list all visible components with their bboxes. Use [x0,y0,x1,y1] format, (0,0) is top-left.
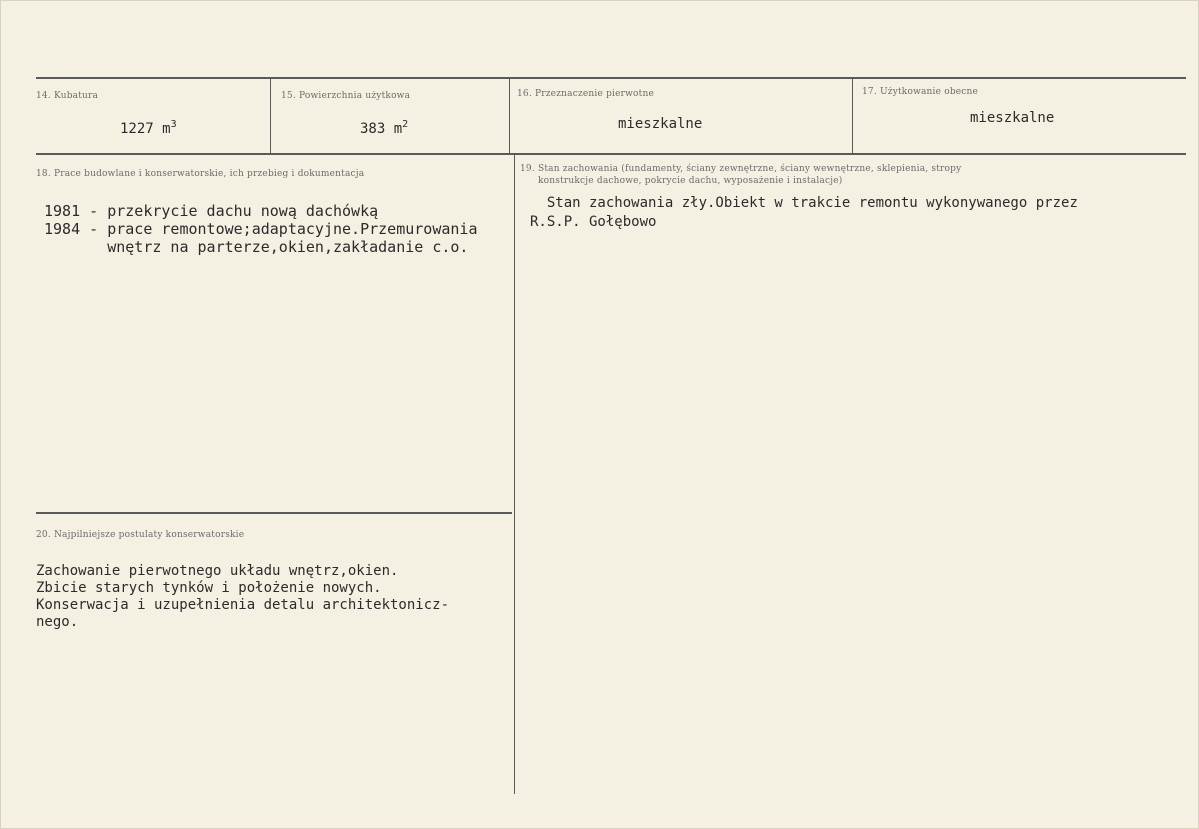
field20-top-rule [36,512,512,514]
field-18-label: 18. Prace budowlane i konserwatorskie, ich przebieg i dokumentacja [36,169,365,179]
field-20-label: 20. Najpilniejsze postulaty konserwatorskie [36,530,245,540]
field-14-label: 14. Kubatura [36,91,99,101]
divider-main [514,154,515,794]
field-14-value [120,119,177,137]
field-17-label: 17. Użytkowanie obecne [862,87,979,97]
field-19-line-2: R.S.P. Gołębowo [530,214,657,230]
divider-15-16 [509,78,510,154]
field-18-line-2: 1984 - prace remontowe;adaptacyjne.Przemurowania [44,220,478,238]
field-15-number: 383 m [360,121,403,137]
field-19-label-line-2: konstrukcje dachowe, pokrycie dachu, wyposażenie i instalacje) [538,176,843,186]
field-19-line-1: Stan zachowania zły.Obiekt w trakcie remontu wykonywanego przez [530,195,1078,211]
field-17-value: mieszkalne [970,110,1055,126]
top-rule [36,77,1186,79]
field-15-value [360,119,408,137]
field-14-number: 1227 m [120,121,171,137]
field-18-line-1: 1981 - przekrycie dachu nową dachówką [44,202,379,220]
field-20-line-3: Konserwacja i uzupełnienia detalu architektonicz- [36,597,450,613]
divider-16-17 [852,78,853,154]
field-20-line-4: nego. [36,614,79,630]
row1-bottom-rule [36,153,1186,155]
divider-14-15 [270,78,271,154]
field-19-label-line-1: 19. Stan zachowania (fundamenty, ściany zewnętrzne, ściany wewnętrzne, sklepienia, stropy [520,164,962,174]
field-15-label: 15. Powierzchnia użytkowa [281,91,411,101]
field-20-line-2: Zbicie starych tynków i położenie nowych. [36,580,382,596]
field-14-exponent: 3 [170,119,177,130]
field-18-line-3: wnętrz na parterze,okien,zakładanie c.o. [44,238,469,256]
field-16-label: 16. Przeznaczenie pierwotne [517,89,655,99]
field-15-exponent: 2 [402,119,409,130]
field-20-line-1: Zachowanie pierwotnego układu wnętrz,okien. [36,563,399,579]
field-16-value: mieszkalne [618,116,703,132]
